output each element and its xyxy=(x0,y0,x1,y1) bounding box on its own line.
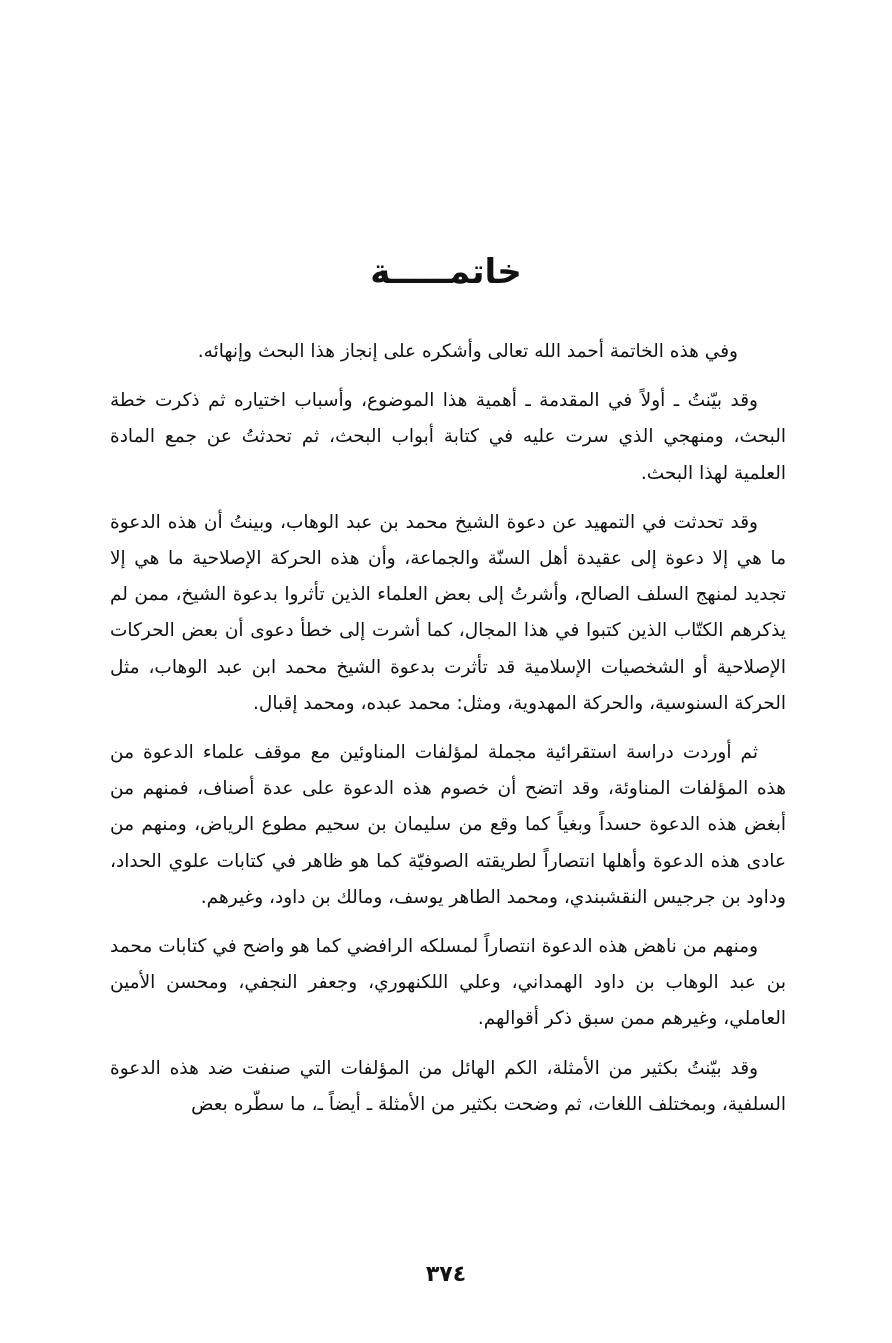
paragraph-5: ومنهم من ناهض هذه الدعوة انتصاراً لمسلكه الرافضي كما هو واضح في كتابات محمد بن عبد الوهاب بن داود الهمداني، وعلي اللكنهوري، وجعفر النجفي، ومحسن الأمين العاملي، وغيرهم ممن سبق ذكر أقوالهم. xyxy=(110,936,786,1030)
page-number: ٣٧٤ xyxy=(425,1262,467,1287)
body-text xyxy=(110,334,786,1136)
page-title: خاتمـــــة xyxy=(370,252,522,292)
paragraph-4: ثم أوردت دراسة استقرائية مجملة لمؤلفات المناوئين مع موقف علماء الدعوة من هذه المؤلفات المناوئة، وقد اتضح أن خصوم هذه الدعوة على عدة أصناف، فمنهم من أبغض هذه الدعوة حسداً وبغياً كما وقع من سليمان بن سحيم مطوع الرياض، ومنهم من عادى هذه الدعوة وأهلها انتصاراً لطريقته الصوفيّة كما هو ظاهر في كتابات علوي الحداد، وداود بن جرجيس النقشبندي، ومحمد الطاهر يوسف، ومالك بن داود، وغيرهم. xyxy=(110,742,786,908)
paragraph-1: وفي هذه الخاتمة أحمد الله تعالى وأشكره على إنجاز هذا البحث وإنهائه. xyxy=(197,341,738,362)
paragraph-2: وقد بيّنتُ ـ أولاً في المقدمة ـ أهمية هذا الموضوع، وأسباب اختياره ثم ذكرت خطة البحث، ومنهجي الذي سرت عليه في كتابة أبواب البحث، ثم تحدثتُ عن جمع المادة العلمية لهذا البحث. xyxy=(110,390,786,484)
paragraph-6: وقد بيّنتُ بكثير من الأمثلة، الكم الهائل من المؤلفات التي صنفت ضد هذه الدعوة السلفية، وبمختلف اللغات، ثم وضحت بكثير من الأمثلة ـ أيضاً ـ، ما سطّره بعض xyxy=(110,1057,786,1115)
paragraph-3: وقد تحدثت في التمهيد عن دعوة الشيخ محمد بن عبد الوهاب، وبينتُ أن هذه الدعوة ما هي إلا دعوة إلى عقيدة أهل السنّة والجماعة، وأن هذه الحركة الإصلاحية ما هي إلا تجديد لمنهج السلف الصالح، وأشرتُ إلى بعض العلماء الذين تأثروا بدعوة الشيخ، ممن لم يذكرهم الكتّاب الذين كتبوا في هذا المجال، كما أشرت إلى خطأ دعوى أن بعض الحركات الإصلاحية أو الشخصيات الإسلامية قد تأثرت بدعوة الشيخ محمد ابن عبد الوهاب، مثل الحركة السنوسية، والحركة المهدوية، ومثل: محمد عبده، ومحمد إقبال. xyxy=(110,511,786,714)
